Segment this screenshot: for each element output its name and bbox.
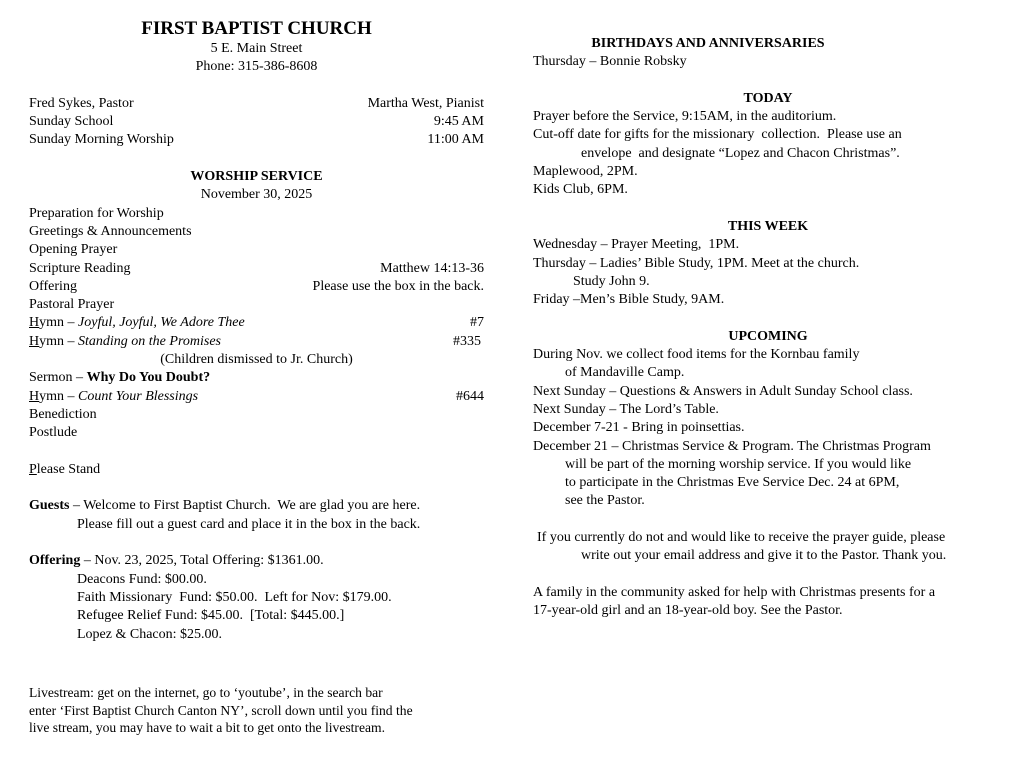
- this-week-item: Thursday – Ladies’ Bible Study, 1PM. Meet at the church.: [533, 255, 860, 271]
- upcoming-item: December 21 – Christmas Service & Program. The Christmas Program: [533, 438, 931, 454]
- today-heading: TODAY: [743, 90, 793, 106]
- order-opening-prayer: Opening Prayer: [29, 242, 118, 258]
- church-name: FIRST BAPTIST CHURCH: [141, 18, 372, 39]
- family-help-line-2: 17-year-old girl and an 18-year-old boy. See the Pastor.: [533, 603, 843, 619]
- upcoming-item-continued: see the Pastor.: [565, 493, 645, 509]
- sunday-school-row: [29, 113, 484, 131]
- hymn-1-title: Joyful, Joyful, We Adore Thee: [78, 315, 245, 331]
- today-item: Prayer before the Service, 9:15AM, in the auditorium.: [533, 109, 837, 125]
- offering-label: Offering: [29, 278, 77, 294]
- pastor-name: Fred Sykes, Pastor: [29, 95, 134, 111]
- order-pastoral-prayer: Pastoral Prayer: [29, 297, 115, 313]
- order-hymn-3: Hymn – Count Your Blessings #644: [29, 388, 484, 406]
- order-offering: [29, 278, 484, 296]
- order-sermon: Sermon – Why Do You Doubt?: [29, 370, 211, 386]
- hymn-stand-marker: H: [29, 315, 40, 331]
- offering-note: Please use the box in the back.: [312, 278, 484, 294]
- guests-line-2: Please fill out a guest card and place it in the box in the back.: [77, 516, 421, 532]
- scripture-label: Scripture Reading: [29, 260, 131, 276]
- sunday-school-label: Sunday School: [29, 114, 114, 130]
- sermon-title: Why Do You Doubt?: [86, 370, 211, 386]
- upcoming-item: Next Sunday – Questions & Answers in Adult Sunday School class.: [533, 383, 913, 399]
- left-column: [29, 0, 484, 644]
- upcoming-item: December 7-21 - Bring in poinsettias.: [533, 420, 745, 436]
- church-address: 5 E. Main Street: [210, 41, 303, 56]
- upcoming-item-continued: will be part of the morning worship service. If you would like: [565, 456, 912, 472]
- pianist-name: Martha West, Pianist: [367, 95, 484, 111]
- order-postlude: Postlude: [29, 425, 78, 441]
- hymn-2-number: #335: [453, 333, 481, 349]
- offering-line: Refugee Relief Fund: $45.00. [Total: $445.00.]: [77, 608, 345, 624]
- hymn-2-title: Standing on the Promises: [78, 333, 221, 349]
- livestream-instructions: Livestream: get on the internet, go to ‘youtube’, in the search bar enter ‘First Baptist Church Canton NY’, scroll down until you find the live stream, you may have to wait a bit to get onto the livestream.: [29, 685, 413, 735]
- offering-report-label: Offering: [29, 553, 81, 569]
- this-week-item: Friday –Men’s Bible Study, 9AM.: [533, 292, 725, 308]
- worship-service-date: November 30, 2025: [200, 187, 313, 203]
- worship-time-row: [29, 131, 484, 149]
- birthday-item: Thursday – Bonnie Robsky: [533, 54, 687, 70]
- this-week-item: Wednesday – Prayer Meeting, 1PM.: [533, 237, 740, 253]
- sunday-school-time: 9:45 AM: [433, 114, 484, 130]
- offering-line: Deacons Fund: $00.00.: [77, 571, 207, 587]
- order-hymn-2: Hymn – Standing on the Promises #335: [29, 333, 484, 351]
- worship-service-heading: WORSHIP SERVICE: [190, 169, 323, 185]
- worship-label: Sunday Morning Worship: [29, 132, 174, 148]
- church-phone: Phone: 315-386-8608: [195, 59, 318, 75]
- hymn-3-number: #644: [456, 388, 484, 404]
- order-hymn-1: Hymn – Joyful, Joyful, We Adore Thee #7: [29, 314, 484, 332]
- today-item: Kids Club, 6PM.: [533, 182, 628, 198]
- today-item-continued: envelope and designate “Lopez and Chacon Christmas”.: [581, 145, 900, 161]
- upcoming-item-continued: to participate in the Christmas Eve Service Dec. 24 at 6PM,: [565, 475, 900, 491]
- guests-line-1: Guests – Welcome to First Baptist Church. We are glad you are here.: [29, 498, 421, 514]
- upcoming-heading: UPCOMING: [728, 328, 808, 344]
- prayer-guide-line-2: write out your email address and give it to the Pastor. Thank you.: [581, 548, 947, 564]
- prayer-guide-line-1: If you currently do not and would like to receive the prayer guide, please: [537, 530, 946, 546]
- worship-time: 11:00 AM: [427, 132, 484, 148]
- today-item: Maplewood, 2PM.: [533, 164, 638, 180]
- please-stand-legend: Please Stand: [29, 461, 101, 477]
- upcoming-item: Next Sunday – The Lord’s Table.: [533, 401, 719, 417]
- upcoming-item-continued: of Mandaville Camp.: [565, 365, 685, 381]
- right-column: [533, 35, 1003, 621]
- today-item: Cut-off date for gifts for the missionary collection. Please use an: [533, 127, 902, 143]
- hymn-1-number: #7: [470, 315, 484, 331]
- hymn-stand-marker: H: [29, 333, 40, 349]
- hymn-3-title: Count Your Blessings: [78, 388, 199, 404]
- children-dismissed-note: (Children dismissed to Jr. Church): [160, 352, 353, 368]
- guests-label: Guests: [29, 498, 70, 514]
- offering-summary: Offering – Nov. 23, 2025, Total Offering: $1361.00.: [29, 553, 324, 569]
- family-help-line-1: A family in the community asked for help with Christmas presents for a: [533, 584, 936, 600]
- order-preparation: Preparation for Worship: [29, 205, 164, 221]
- order-benediction: Benediction: [29, 406, 97, 422]
- offering-line: Faith Missionary Fund: $50.00. Left for Nov: $179.00.: [77, 589, 392, 605]
- offering-line: Lopez & Chacon: $25.00.: [77, 626, 223, 642]
- order-scripture: [29, 260, 484, 278]
- this-week-heading: THIS WEEK: [727, 218, 809, 234]
- scripture-reference: Matthew 14:13-36: [380, 260, 484, 276]
- birthdays-heading: BIRTHDAYS AND ANNIVERSARIES: [591, 36, 825, 51]
- hymn-stand-marker: H: [29, 388, 40, 404]
- staff-row: [29, 95, 484, 113]
- this-week-item-continued: Study John 9.: [573, 273, 650, 289]
- order-greetings: Greetings & Announcements: [29, 223, 192, 239]
- upcoming-item: During Nov. we collect food items for the Kornbau family: [533, 347, 860, 363]
